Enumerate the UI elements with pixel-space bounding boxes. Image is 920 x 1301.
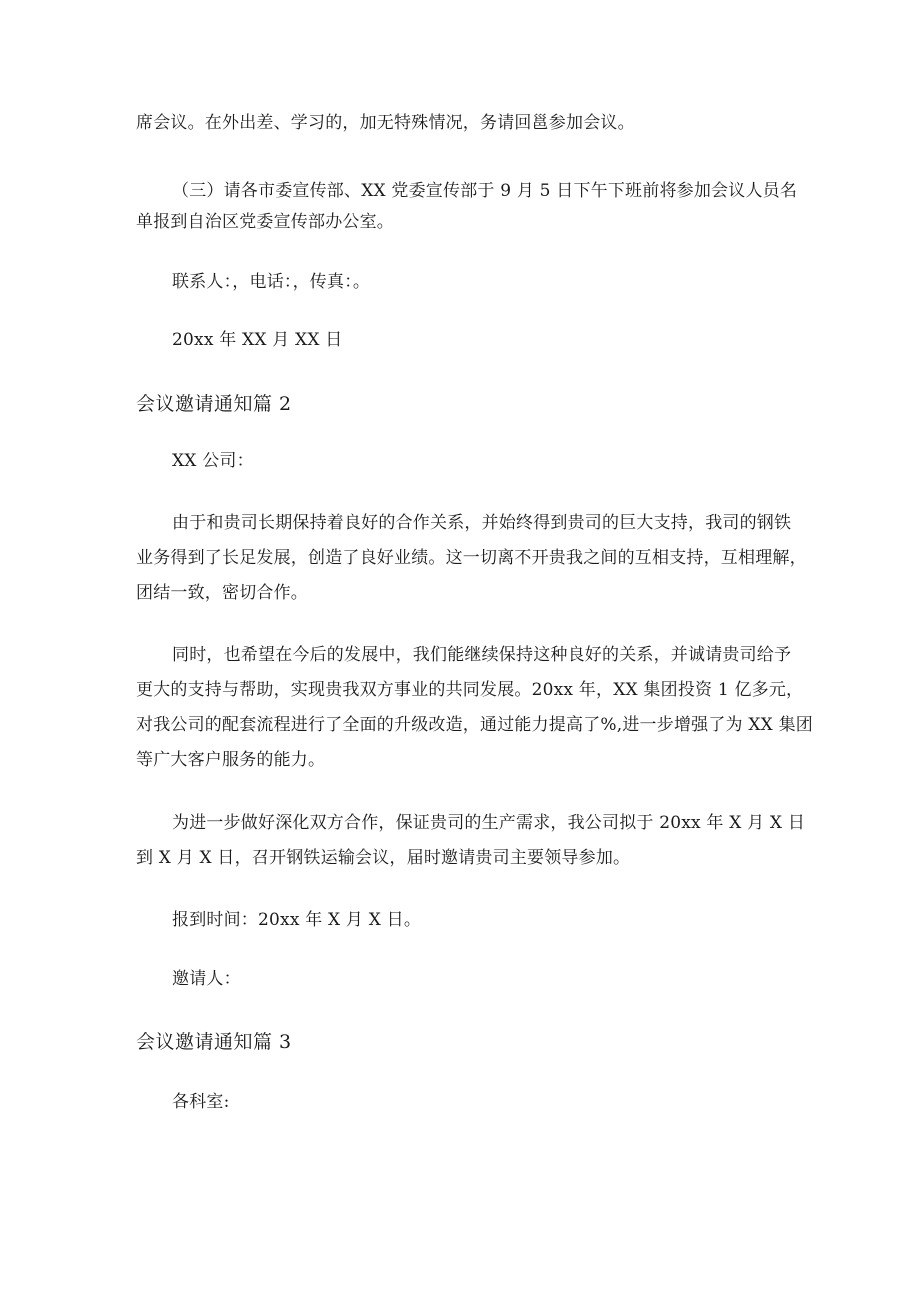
paragraph-line: 等广大客户服务的能力。 [136, 750, 326, 770]
inviter-line: 邀请人： [172, 969, 241, 989]
salutation: XX 公司： [172, 451, 254, 471]
date-line: 20xx 年 XX 月 XX 日 [172, 330, 343, 350]
paragraph-line: 更大的支持与帮助，实现贵我双方事业的共同发展。20xx 年，XX 集团投资 1 亿多元， [136, 680, 804, 700]
report-time-line: 报到时间：20xx 年 X 月 X 日。 [172, 910, 422, 930]
paragraph-line: 业务得到了长足发展，创造了良好业绩。这一切离不开贵我之间的互相支持，互相理解， [136, 548, 807, 568]
paragraph-line: 由于和贵司长期保持着良好的合作关系，并始终得到贵司的巨大支持，我司的钢铁 [172, 513, 792, 533]
contact-line: 联系人：，电话：，传真：。 [172, 272, 371, 292]
paragraph-line: 为进一步做好深化双方合作，保证贵司的生产需求，我公司拟于 20xx 年 X 月 X 日 [172, 813, 806, 833]
paragraph-line: （三）请各市委宣传部、XX 党委宣传部于 9 月 5 日下午下班前将参加会议人员名 [172, 181, 798, 201]
paragraph-line: 到 X 月 X 日，召开钢铁运输会议，届时邀请贵司主要领导参加。 [136, 848, 631, 868]
section-heading: 会议邀请通知篇 2 [136, 393, 292, 415]
paragraph-line: 同时，也希望在今后的发展中，我们能继续保持这种良好的关系，并诚请贵司给予 [172, 645, 792, 665]
paragraph-line: 团结一致，密切合作。 [136, 583, 308, 603]
paragraph-line: 单报到自治区党委宣传部办公室。 [136, 212, 394, 232]
paragraph-line: 席会议。在外出差、学习的，加无特殊情况，务请回邕参加会议。 [136, 113, 635, 133]
section-heading: 会议邀请通知篇 3 [136, 1031, 292, 1053]
paragraph-line: 对我公司的配套流程进行了全面的升级改造，通过能力提高了%,进一步增强了为 XX 集团 [136, 715, 813, 735]
salutation: 各科室: [172, 1092, 230, 1112]
